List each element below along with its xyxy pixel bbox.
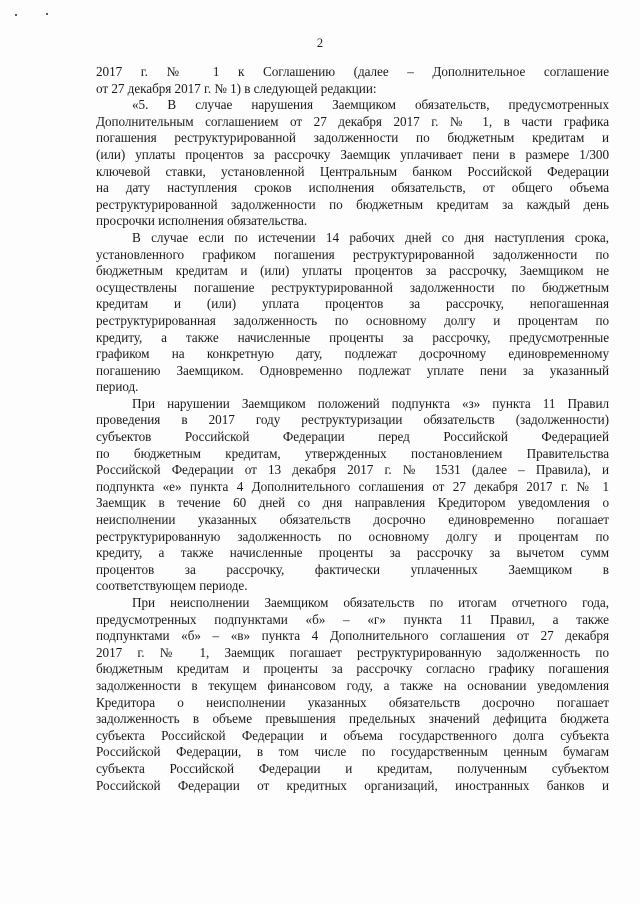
text-line: задолженность в объеме превышения предельных значений дефицита бюджета — [96, 711, 609, 727]
page-number: 2 — [316, 36, 324, 50]
text-line: Российской Федерации, в том числе по государственным ценным бумагам — [96, 744, 609, 760]
text-line: реструктурированную задолженность по основному долгу и процентам по — [96, 528, 609, 544]
scan-speck — [46, 13, 48, 15]
text-line: кредиту, а также начисленные проценты за рассрочку, предусмотренные — [96, 329, 609, 345]
text-line: Кредитора о неисполнении указанных обязательств досрочно погашает — [96, 694, 609, 710]
text-line: ключевой ставки, установленной Центральным банком Российской Федерации — [96, 163, 609, 179]
text-line: реструктурированная задолженность по основному долгу и процентам по — [96, 312, 609, 328]
text-line: проведения в 2017 году реструктуризации обязательств (задолженности) — [96, 412, 609, 428]
text-line: предусмотренных подпунктами «б» – «г» пункта 11 Правил, а также — [96, 611, 609, 627]
text-line: погашению Заемщиком. Одновременно подлежат уплате пени за указанный — [96, 362, 609, 378]
text-line: бюджетным кредитам и (или) уплаты процентов за рассрочку, Заемщиком не — [96, 263, 609, 279]
text-line: Заемщик в течение 60 дней со дня направления Кредитором уведомления о — [96, 495, 609, 511]
text-line: от 27 декабря 2017 г. № 1) в следующей редакции: — [96, 80, 377, 96]
text-line: Российской Федерации от кредитных организаций, иностранных банков и — [96, 777, 609, 793]
text-line: В случае если по истечении 14 рабочих дней со дня наступления срока, — [132, 229, 609, 245]
text-line: 2017 г. № 1, Заемщик погашает реструктурированную задолженность по — [96, 644, 609, 660]
text-line: соответствующем периоде. — [96, 578, 248, 594]
text-line: реструктурированной задолженности по бюджетным кредитам за каждый день — [96, 196, 609, 212]
text-line: субъектов Российской Федерации перед Российской Федерацией — [96, 429, 609, 445]
text-line: Дополнительным соглашением от 27 декабря 2017 г. № 1, в части графика — [96, 113, 609, 129]
text-line: период. — [96, 379, 139, 395]
text-line: процентов за рассрочку, фактически уплаченных Заемщиком в — [96, 561, 609, 577]
text-line: кредиту, а также начисленные проценты за рассрочку за вычетом сумм — [96, 545, 609, 561]
text-line: (или) уплаты процентов за рассрочку Заемщик уплачивает пени в размере 1/300 — [96, 146, 609, 162]
text-line: осуществлены погашение реструктурированной задолженности по бюджетным — [96, 279, 609, 295]
text-line: бюджетным кредитам и проценты за рассрочку согласно графику погашения — [96, 661, 609, 677]
text-line: субъекта Российской Федерации и объема государственного долга субъекта — [96, 727, 609, 743]
text-line: по бюджетным кредитам, утвержденных постановлением Правительства — [96, 445, 609, 461]
text-line: неисполнении указанных обязательств досрочно единовременно погашает — [96, 512, 609, 528]
text-line: задолженности в текущем финансовом году, а также на основании уведомления — [96, 677, 609, 693]
text-line: 2017 г. № 1 к Соглашению (далее – Дополнительное соглашение — [96, 64, 609, 79]
scan-speck — [15, 14, 17, 16]
text-line: При неисполнении Заемщиком обязательств по итогам отчетного года, — [132, 595, 609, 610]
text-line: подпунктами «б» – «в» пункта 4 Дополнительного соглашения от 27 декабря — [96, 628, 609, 644]
text-line: кредитам и (или) уплата процентов за рассрочку, непогашенная — [96, 296, 609, 312]
text-line: При нарушении Заемщиком положений подпункта «з» пункта 11 Правил — [132, 395, 609, 411]
text-line: «5. В случае нарушения Заемщиком обязательств, предусмотренных — [132, 97, 609, 113]
text-line: субъекта Российской Федерации и кредитам, полученным субъектом — [96, 760, 609, 776]
document-body — [96, 64, 609, 794]
text-line: на дату наступления сроков исполнения обязательств, от общего объема — [96, 180, 609, 196]
text-line: Российской Федерации от 13 декабря 2017 г. № 1531 (далее – Правила), и — [96, 462, 609, 478]
text-line: погашения реструктурированной задолженности по бюджетным кредитам и — [96, 130, 609, 146]
text-line: просрочки исполнения обязательства. — [96, 213, 308, 229]
text-line: подпункта «е» пункта 4 Дополнительного соглашения от 27 декабря 2017 г. № 1 — [96, 478, 609, 494]
text-line: установленного графиком погашения реструктурированной задолженности по — [96, 246, 609, 262]
text-line: графиком на конкретную дату, подлежат досрочному единовременному — [96, 346, 609, 362]
